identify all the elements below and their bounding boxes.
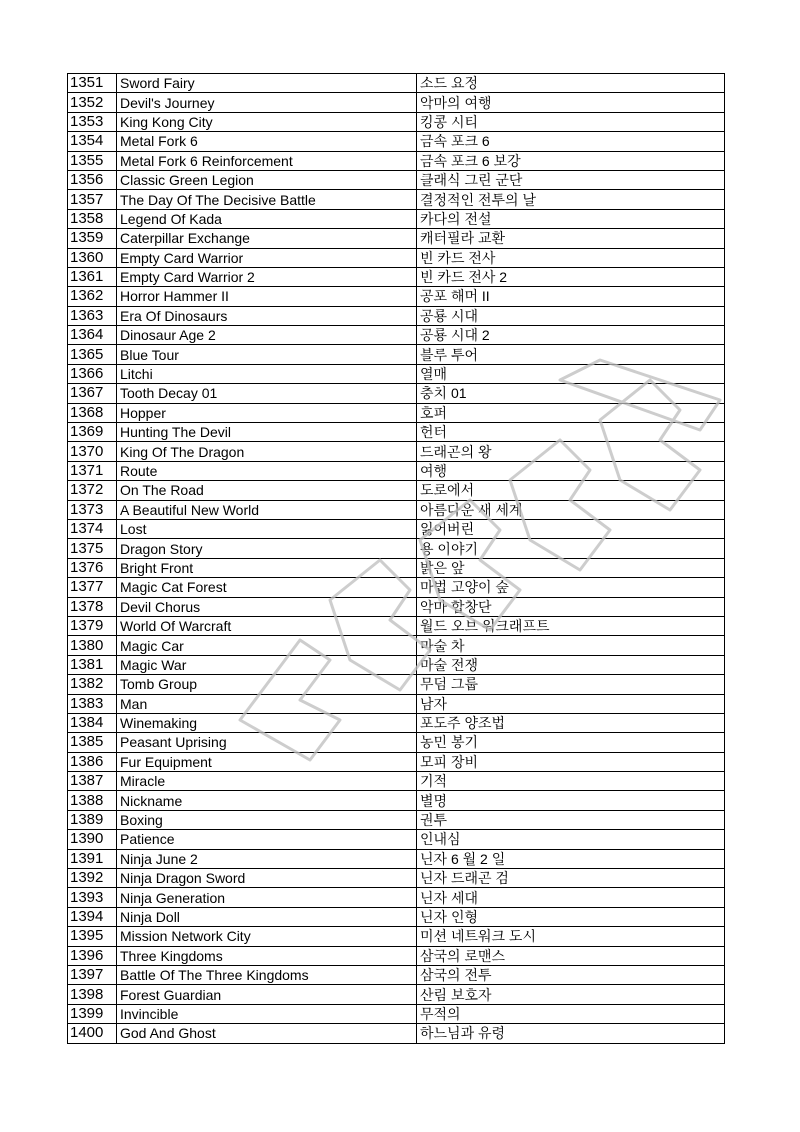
row-number: 1390 — [68, 830, 117, 849]
korean-title: 무덤 그룹 — [417, 675, 725, 694]
korean-title: 하느님과 유령 — [417, 1024, 725, 1043]
row-number: 1371 — [68, 461, 117, 480]
table-row — [68, 442, 725, 461]
table-row — [68, 209, 725, 228]
english-title: Miracle — [117, 772, 417, 791]
english-title: Bright Front — [117, 558, 417, 577]
row-number: 1354 — [68, 132, 117, 151]
table-row — [68, 849, 725, 868]
game-list-body — [68, 74, 725, 1044]
row-number: 1356 — [68, 170, 117, 189]
row-number: 1392 — [68, 869, 117, 888]
row-number: 1372 — [68, 481, 117, 500]
korean-title: 악마의 여행 — [417, 93, 725, 112]
english-title: Magic Cat Forest — [117, 578, 417, 597]
english-title: Blue Tour — [117, 345, 417, 364]
table-row — [68, 733, 725, 752]
english-title: Devil Chorus — [117, 597, 417, 616]
table-row — [68, 965, 725, 984]
table-row — [68, 810, 725, 829]
table-row — [68, 229, 725, 248]
english-title: King Kong City — [117, 112, 417, 131]
english-title: World Of Warcraft — [117, 616, 417, 635]
row-number: 1368 — [68, 403, 117, 422]
row-number: 1394 — [68, 907, 117, 926]
korean-title: 마술 전쟁 — [417, 655, 725, 674]
table-row — [68, 519, 725, 538]
table-row — [68, 713, 725, 732]
english-title: Caterpillar Exchange — [117, 229, 417, 248]
korean-title: 캐터필라 교환 — [417, 229, 725, 248]
korean-title: 호퍼 — [417, 403, 725, 422]
korean-title: 빈 카드 전사 — [417, 248, 725, 267]
row-number: 1389 — [68, 810, 117, 829]
row-number: 1355 — [68, 151, 117, 170]
korean-title: 무적의 — [417, 1004, 725, 1023]
english-title: Tooth Decay 01 — [117, 384, 417, 403]
row-number: 1367 — [68, 384, 117, 403]
english-title: Metal Fork 6 Reinforcement — [117, 151, 417, 170]
row-number: 1387 — [68, 772, 117, 791]
table-row — [68, 345, 725, 364]
korean-title: 빈 카드 전사 2 — [417, 267, 725, 286]
korean-title: 마법 고양이 숲 — [417, 578, 725, 597]
english-title: Tomb Group — [117, 675, 417, 694]
english-title: Boxing — [117, 810, 417, 829]
table-row — [68, 287, 725, 306]
table-row — [68, 1004, 725, 1023]
row-number: 1398 — [68, 985, 117, 1004]
korean-title: 여행 — [417, 461, 725, 480]
row-number: 1362 — [68, 287, 117, 306]
korean-title: 마술 차 — [417, 636, 725, 655]
korean-title: 도로에서 — [417, 481, 725, 500]
table-row — [68, 539, 725, 558]
english-title: Mission Network City — [117, 927, 417, 946]
row-number: 1370 — [68, 442, 117, 461]
english-title: Ninja Generation — [117, 888, 417, 907]
korean-title: 드래곤의 왕 — [417, 442, 725, 461]
korean-title: 포도주 양조법 — [417, 713, 725, 732]
table-row — [68, 869, 725, 888]
row-number: 1358 — [68, 209, 117, 228]
table-row — [68, 578, 725, 597]
row-number: 1366 — [68, 364, 117, 383]
table-row — [68, 267, 725, 286]
korean-title: 밝은 앞 — [417, 558, 725, 577]
table-row — [68, 423, 725, 442]
korean-title: 클래식 그린 군단 — [417, 170, 725, 189]
row-number: 1360 — [68, 248, 117, 267]
english-title: The Day Of The Decisive Battle — [117, 190, 417, 209]
row-number: 1379 — [68, 616, 117, 635]
game-list-table — [67, 73, 725, 1044]
english-title: Empty Card Warrior — [117, 248, 417, 267]
korean-title: 산림 보호자 — [417, 985, 725, 1004]
korean-title: 소드 요정 — [417, 74, 725, 93]
row-number: 1395 — [68, 927, 117, 946]
korean-title: 킹콩 시티 — [417, 112, 725, 131]
english-title: Patience — [117, 830, 417, 849]
english-title: Hopper — [117, 403, 417, 422]
row-number: 1391 — [68, 849, 117, 868]
korean-title: 별명 — [417, 791, 725, 810]
row-number: 1363 — [68, 306, 117, 325]
row-number: 1388 — [68, 791, 117, 810]
table-row — [68, 364, 725, 383]
table-row — [68, 985, 725, 1004]
row-number: 1380 — [68, 636, 117, 655]
korean-title: 인내심 — [417, 830, 725, 849]
table-row — [68, 927, 725, 946]
table-row — [68, 946, 725, 965]
row-number: 1400 — [68, 1024, 117, 1043]
korean-title: 블루 투어 — [417, 345, 725, 364]
korean-title: 악마 합창단 — [417, 597, 725, 616]
row-number: 1365 — [68, 345, 117, 364]
english-title: Lost — [117, 519, 417, 538]
korean-title: 공룡 시대 — [417, 306, 725, 325]
korean-title: 닌자 세대 — [417, 888, 725, 907]
table-row — [68, 907, 725, 926]
table-row — [68, 752, 725, 771]
table-row — [68, 888, 725, 907]
row-number: 1353 — [68, 112, 117, 131]
english-title: King Of The Dragon — [117, 442, 417, 461]
korean-title: 공포 해머 II — [417, 287, 725, 306]
table-row — [68, 1024, 725, 1043]
korean-title: 결정적인 전투의 날 — [417, 190, 725, 209]
row-number: 1381 — [68, 655, 117, 674]
korean-title: 금속 포크 6 보강 — [417, 151, 725, 170]
table-row — [68, 384, 725, 403]
row-number: 1383 — [68, 694, 117, 713]
table-row — [68, 403, 725, 422]
row-number: 1397 — [68, 965, 117, 984]
english-title: A Beautiful New World — [117, 500, 417, 519]
row-number: 1385 — [68, 733, 117, 752]
english-title: Devil's Journey — [117, 93, 417, 112]
korean-title: 아름다운 새 세계 — [417, 500, 725, 519]
english-title: Battle Of The Three Kingdoms — [117, 965, 417, 984]
table-row — [68, 616, 725, 635]
english-title: Litchi — [117, 364, 417, 383]
english-title: Empty Card Warrior 2 — [117, 267, 417, 286]
row-number: 1352 — [68, 93, 117, 112]
table-row — [68, 306, 725, 325]
english-title: God And Ghost — [117, 1024, 417, 1043]
row-number: 1396 — [68, 946, 117, 965]
table-row — [68, 461, 725, 480]
row-number: 1384 — [68, 713, 117, 732]
table-row — [68, 93, 725, 112]
table-row — [68, 326, 725, 345]
table-row — [68, 636, 725, 655]
table-row — [68, 248, 725, 267]
row-number: 1361 — [68, 267, 117, 286]
row-number: 1351 — [68, 74, 117, 93]
english-title: Ninja June 2 — [117, 849, 417, 868]
table-row — [68, 655, 725, 674]
english-title: Invincible — [117, 1004, 417, 1023]
row-number: 1386 — [68, 752, 117, 771]
row-number: 1382 — [68, 675, 117, 694]
row-number: 1378 — [68, 597, 117, 616]
row-number: 1374 — [68, 519, 117, 538]
english-title: Sword Fairy — [117, 74, 417, 93]
korean-title: 월드 오브 워크래프트 — [417, 616, 725, 635]
table-row — [68, 132, 725, 151]
korean-title: 미션 네트워크 도시 — [417, 927, 725, 946]
korean-title: 닌자 인형 — [417, 907, 725, 926]
table-row — [68, 791, 725, 810]
english-title: Ninja Doll — [117, 907, 417, 926]
row-number: 1399 — [68, 1004, 117, 1023]
korean-title: 카다의 전설 — [417, 209, 725, 228]
english-title: Era Of Dinosaurs — [117, 306, 417, 325]
korean-title: 모피 장비 — [417, 752, 725, 771]
row-number: 1369 — [68, 423, 117, 442]
table-row — [68, 772, 725, 791]
table-row — [68, 481, 725, 500]
table-row — [68, 112, 725, 131]
english-title: Man — [117, 694, 417, 713]
korean-title: 닌자 6 월 2 일 — [417, 849, 725, 868]
table-row — [68, 558, 725, 577]
korean-title: 닌자 드래곤 검 — [417, 869, 725, 888]
korean-title: 열매 — [417, 364, 725, 383]
table-row — [68, 597, 725, 616]
row-number: 1357 — [68, 190, 117, 209]
korean-title: 농민 봉기 — [417, 733, 725, 752]
korean-title: 남자 — [417, 694, 725, 713]
table-row — [68, 675, 725, 694]
row-number: 1364 — [68, 326, 117, 345]
english-title: Dinosaur Age 2 — [117, 326, 417, 345]
row-number: 1376 — [68, 558, 117, 577]
korean-title: 헌터 — [417, 423, 725, 442]
english-title: Hunting The Devil — [117, 423, 417, 442]
english-title: Metal Fork 6 — [117, 132, 417, 151]
english-title: Peasant Uprising — [117, 733, 417, 752]
table-row — [68, 694, 725, 713]
english-title: Nickname — [117, 791, 417, 810]
table-row — [68, 151, 725, 170]
english-title: Dragon Story — [117, 539, 417, 558]
english-title: Fur Equipment — [117, 752, 417, 771]
table-row — [68, 170, 725, 189]
table-row — [68, 830, 725, 849]
korean-title: 충치 01 — [417, 384, 725, 403]
korean-title: 삼국의 로맨스 — [417, 946, 725, 965]
english-title: Winemaking — [117, 713, 417, 732]
korean-title: 용 이야기 — [417, 539, 725, 558]
english-title: On The Road — [117, 481, 417, 500]
table-row — [68, 500, 725, 519]
english-title: Classic Green Legion — [117, 170, 417, 189]
row-number: 1377 — [68, 578, 117, 597]
korean-title: 권투 — [417, 810, 725, 829]
english-title: Forest Guardian — [117, 985, 417, 1004]
row-number: 1393 — [68, 888, 117, 907]
english-title: Three Kingdoms — [117, 946, 417, 965]
english-title: Ninja Dragon Sword — [117, 869, 417, 888]
row-number: 1359 — [68, 229, 117, 248]
table-row — [68, 190, 725, 209]
english-title: Route — [117, 461, 417, 480]
english-title: Horror Hammer II — [117, 287, 417, 306]
korean-title: 금속 포크 6 — [417, 132, 725, 151]
english-title: Magic War — [117, 655, 417, 674]
korean-title: 삼국의 전투 — [417, 965, 725, 984]
korean-title: 잃어버린 — [417, 519, 725, 538]
english-title: Legend Of Kada — [117, 209, 417, 228]
table-row — [68, 74, 725, 93]
row-number: 1375 — [68, 539, 117, 558]
korean-title: 공룡 시대 2 — [417, 326, 725, 345]
english-title: Magic Car — [117, 636, 417, 655]
korean-title: 기적 — [417, 772, 725, 791]
row-number: 1373 — [68, 500, 117, 519]
